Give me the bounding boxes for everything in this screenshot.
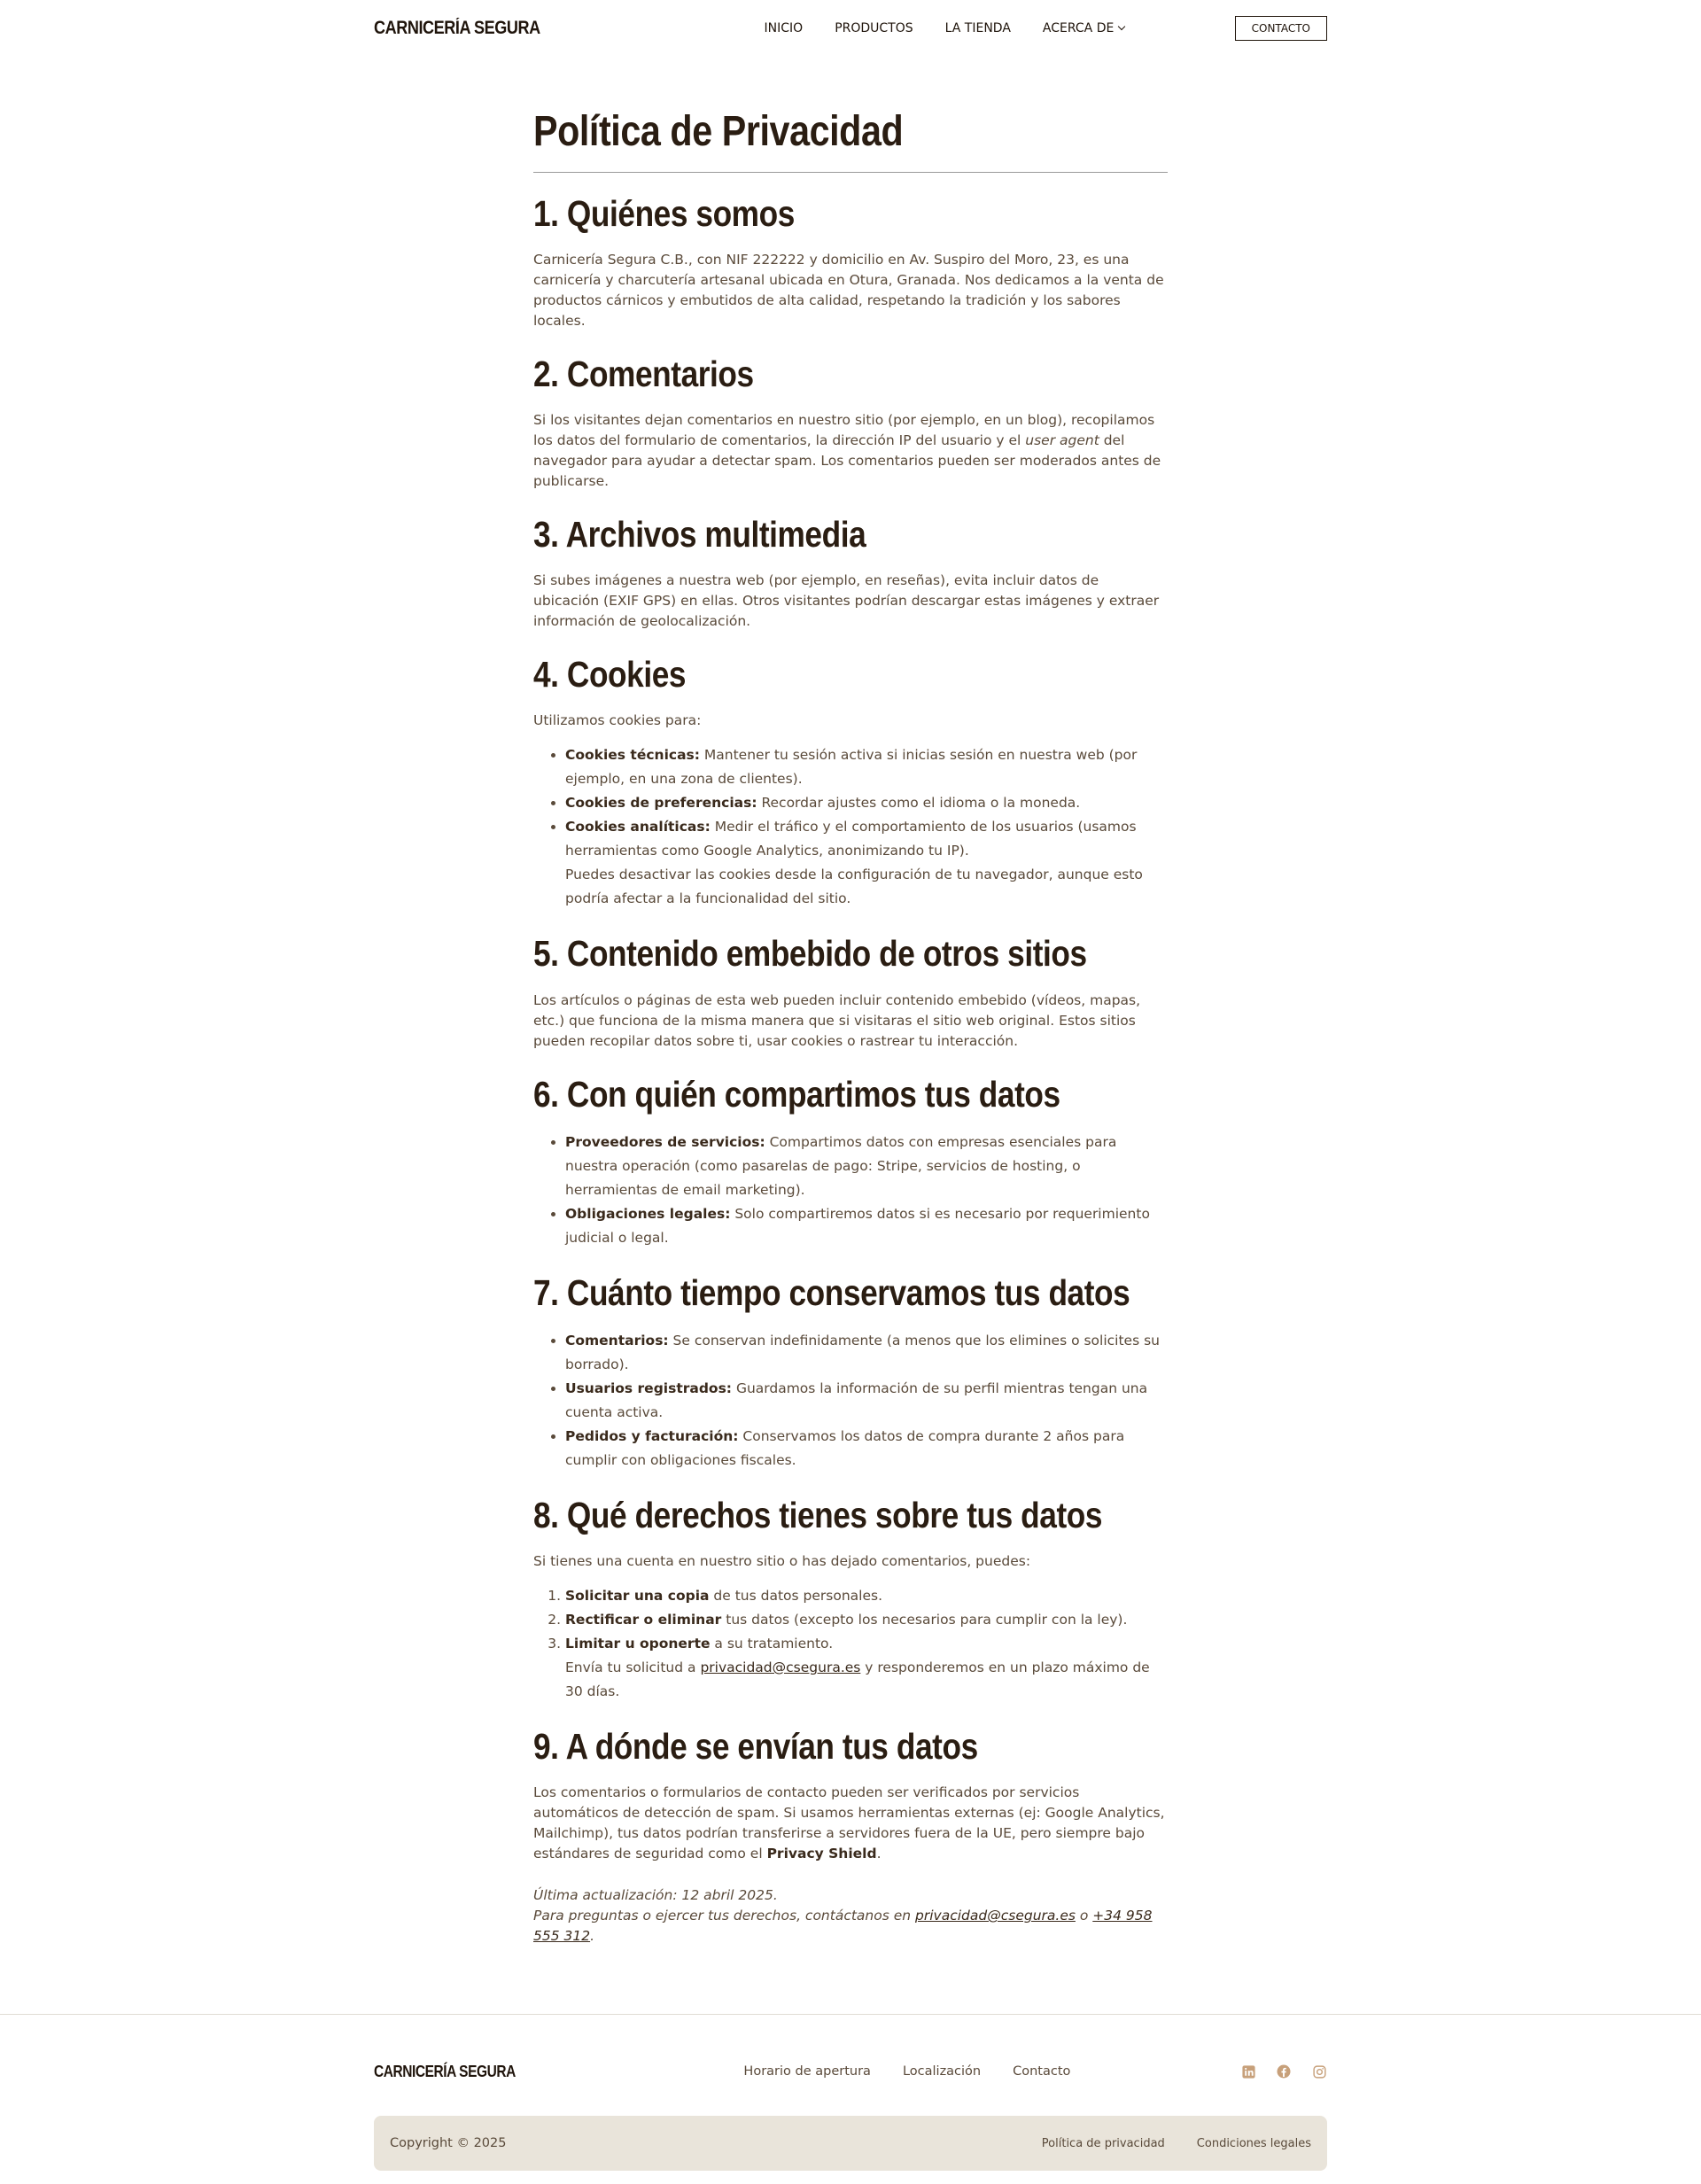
section-title: 3. Archivos multimedia <box>533 513 866 555</box>
section-text: Carnicería Segura C.B., con NIF 222222 y domicilio en Av. Suspiro del Moro, 23, es una carnicería y charcutería artesanal ubicada en Otura, Granada. Nos dedicamos a la venta de productos cárnicos y embutidos de alta calidad, respetando la tradición y los sabores locales. <box>533 251 1164 329</box>
section-text: Si subes imágenes a nuestra web (por ejemplo, en reseñas), evita incluir datos de ubicación (EXIF GPS) en ellas. Otros visitantes podrían descargar estas imágenes y extraer información de geolocalización. <box>533 572 1160 630</box>
chevron-down-icon <box>1118 23 1125 30</box>
item-text: tus datos (excepto los necesarios para cumplir con la ley). <box>721 1612 1128 1628</box>
note-text: o <box>1075 1908 1093 1924</box>
rights-outro-b: y responderemos en un plazo máximo de 30 días. <box>565 1659 1150 1700</box>
footer-brand[interactable]: CARNICERÍA SEGURA <box>374 2062 516 2080</box>
footer-top <box>374 2041 1327 2102</box>
item-text: Conservamos los datos de compra durante 2 años para cumplir con obligaciones fiscales. <box>565 1427 1125 1468</box>
note-phone-link[interactable]: +34 958 555 312 <box>533 1908 1153 1945</box>
section-tiempo-conservacion <box>533 1271 1168 1473</box>
item-label: Cookies de preferencias: <box>565 795 757 812</box>
item-label: Solicitar una copia <box>565 1588 710 1605</box>
item-text: de tus datos personales. <box>709 1588 882 1605</box>
instagram-icon[interactable] <box>1311 2064 1327 2079</box>
brand-logo[interactable]: CARNICERÍA SEGURA <box>374 18 540 38</box>
social-links <box>1240 2064 1327 2079</box>
page-title: Política de Privacidad <box>533 108 904 155</box>
note-text: . <box>590 1928 595 1945</box>
nav-acerca-de[interactable] <box>1043 21 1124 35</box>
section-title: 5. Contenido embebido de otros sitios <box>533 933 1087 975</box>
last-updated-note <box>533 1885 1168 1947</box>
nav-inicio[interactable]: INICIO <box>764 21 804 35</box>
site-header <box>374 0 1327 57</box>
rights-list <box>533 1584 1168 1704</box>
facebook-icon[interactable] <box>1276 2064 1292 2079</box>
sharing-list <box>533 1131 1168 1250</box>
item-label: Limitar u oponerte <box>565 1636 711 1652</box>
item-label: Obligaciones legales: <box>565 1205 731 1222</box>
section-compartimos-datos <box>533 1073 1168 1250</box>
privacy-shield-term: Privacy Shield <box>766 1846 877 1862</box>
item-text: Mantener tu sesión activa si inicias sesión en nuestra web (por ejemplo, en una zona de clientes). <box>565 747 1138 788</box>
legal-links <box>1042 2137 1311 2150</box>
section-cookies <box>533 653 1168 911</box>
item-label: Usuarios registrados: <box>565 1380 733 1396</box>
list-item <box>565 1329 1168 1377</box>
list-item <box>565 743 1168 791</box>
section-intro: Si tienes una cuenta en nuestro sitio o has dejado comentarios, puedes: <box>533 1553 1031 1570</box>
note-email-link[interactable]: privacidad@csegura.es <box>915 1908 1076 1924</box>
section-title: 8. Qué derechos tienes sobre tus datos <box>533 1494 1103 1535</box>
list-item <box>565 1608 1168 1632</box>
retention-list <box>533 1329 1168 1473</box>
item-text: Medir el tráfico y el comportamiento de los usuarios (usamos herramientas como Google Analytics, anonimizando tu IP). <box>565 819 1137 859</box>
rights-outro-a: Envía tu solicitud a <box>565 1659 701 1676</box>
item-label: Proveedores de servicios: <box>565 1133 765 1150</box>
nav-productos[interactable]: PRODUCTOS <box>835 21 913 35</box>
item-label: Comentarios: <box>565 1332 669 1348</box>
cookies-list <box>533 743 1168 911</box>
list-item <box>565 1584 1168 1608</box>
footer-divider <box>0 2014 1701 2015</box>
section-title: 7. Cuánto tiempo conservamos tus datos <box>533 1271 1130 1313</box>
section-title: 9. A dónde se envían tus datos <box>533 1726 978 1768</box>
item-label: Cookies analíticas: <box>565 819 711 836</box>
footer-link-contacto[interactable]: Contacto <box>1013 2064 1071 2079</box>
footer-link-horario[interactable]: Horario de apertura <box>743 2064 871 2079</box>
list-item <box>565 1202 1168 1250</box>
item-text: Se conservan indefinidamente (a menos que los elimines o solicites su borrado). <box>565 1332 1160 1372</box>
legal-link-condiciones[interactable]: Condiciones legales <box>1196 2136 1311 2150</box>
section-text: Los artículos o páginas de esta web pueden incluir contenido embebido (vídeos, mapas, etc.) que funciona de la misma manera que si visitaras el sitio web original. Estos sitios pueden recopilar datos sobre ti, usar cookies o rastrear tu interacción. <box>533 991 1141 1049</box>
item-label: Rectificar o eliminar <box>565 1612 722 1628</box>
item-label: Cookies técnicas: <box>565 747 700 764</box>
footer-links <box>743 2064 1070 2079</box>
section-title: 4. Cookies <box>533 654 687 696</box>
privacy-content <box>533 57 1168 1996</box>
section-title: 1. Quiénes somos <box>533 192 795 234</box>
text-part: . <box>876 1846 882 1862</box>
list-item <box>565 815 1168 911</box>
site-footer <box>374 2041 1327 2171</box>
cookies-outro: Puedes desactivar las cookies desde la configuración de tu navegador, aunque esto podría afectar a la funcionalidad del sitio. <box>565 867 1143 907</box>
item-text: a su tratamiento. <box>710 1636 834 1652</box>
copyright: Copyright © 2025 <box>390 2136 507 2151</box>
section-derechos <box>533 1494 1168 1704</box>
section-title: 6. Con quién compartimos tus datos <box>533 1073 1060 1115</box>
section-intro: Utilizamos cookies para: <box>533 712 702 729</box>
section-contenido-embebido <box>533 932 1168 1051</box>
section-text <box>533 410 1168 492</box>
contact-button[interactable]: CONTACTO <box>1235 16 1327 41</box>
item-label: Pedidos y facturación: <box>565 1427 739 1444</box>
section-comentarios <box>533 353 1168 492</box>
last-updated: Última actualización: 12 abril 2025. <box>533 1887 778 1904</box>
privacy-email-link[interactable]: privacidad@csegura.es <box>700 1659 861 1676</box>
list-item <box>565 791 1168 815</box>
section-envio-datos <box>533 1725 1168 1864</box>
section-quienes-somos <box>533 192 1168 331</box>
item-text: Recordar ajustes como el idioma o la moneda. <box>757 795 1081 812</box>
list-item <box>565 1632 1168 1704</box>
footer-bottom-bar <box>374 2116 1327 2171</box>
user-agent-term: user agent <box>1025 431 1099 448</box>
list-item <box>565 1131 1168 1202</box>
section-title: 2. Comentarios <box>533 353 754 394</box>
item-text: Solo compartiremos datos si es necesario por requerimiento judicial o legal. <box>565 1205 1150 1246</box>
note-text: Para preguntas o ejercer tus derechos, contáctanos en <box>533 1908 916 1924</box>
list-item <box>565 1425 1168 1473</box>
linkedin-icon[interactable] <box>1240 2064 1256 2079</box>
title-divider <box>533 172 1168 173</box>
legal-link-privacidad[interactable]: Política de privacidad <box>1041 2136 1165 2150</box>
text-part: Si los visitantes dejan comentarios en nuestro sitio (por ejemplo, en un blog), recopilamos los datos del formulario de comentarios, la dirección IP del usuario y el <box>533 411 1155 448</box>
footer-link-localizacion[interactable]: Localización <box>902 2064 982 2079</box>
section-archivos-multimedia <box>533 513 1168 632</box>
list-item <box>565 1377 1168 1425</box>
item-text: Compartimos datos con empresas esenciales para nuestra operación (como pasarelas de pago: Stripe, servicios de hosting, o herramientas de email marketing). <box>565 1133 1117 1198</box>
main-nav <box>765 21 1125 35</box>
section-text <box>533 1783 1168 1864</box>
text-part: del navegador para ayudar a detectar spam. Los comentarios pueden ser moderados antes de publicarse. <box>533 431 1161 489</box>
nav-la-tienda[interactable]: LA TIENDA <box>944 21 1011 35</box>
item-text: Guardamos la información de su perfil mientras tengan una cuenta activa. <box>565 1380 1148 1420</box>
nav-acerca-de-label: ACERCA DE <box>1042 21 1115 35</box>
text-part: Los comentarios o formularios de contacto pueden ser verificados por servicios automáticos de detección de spam. Si usamos herramientas externas (ej: Google Analytics, Mailchimp), tus datos podrían transferirse a servidores fuera de la UE, pero siempre bajo estándares de seguridad como el <box>533 1784 1165 1862</box>
